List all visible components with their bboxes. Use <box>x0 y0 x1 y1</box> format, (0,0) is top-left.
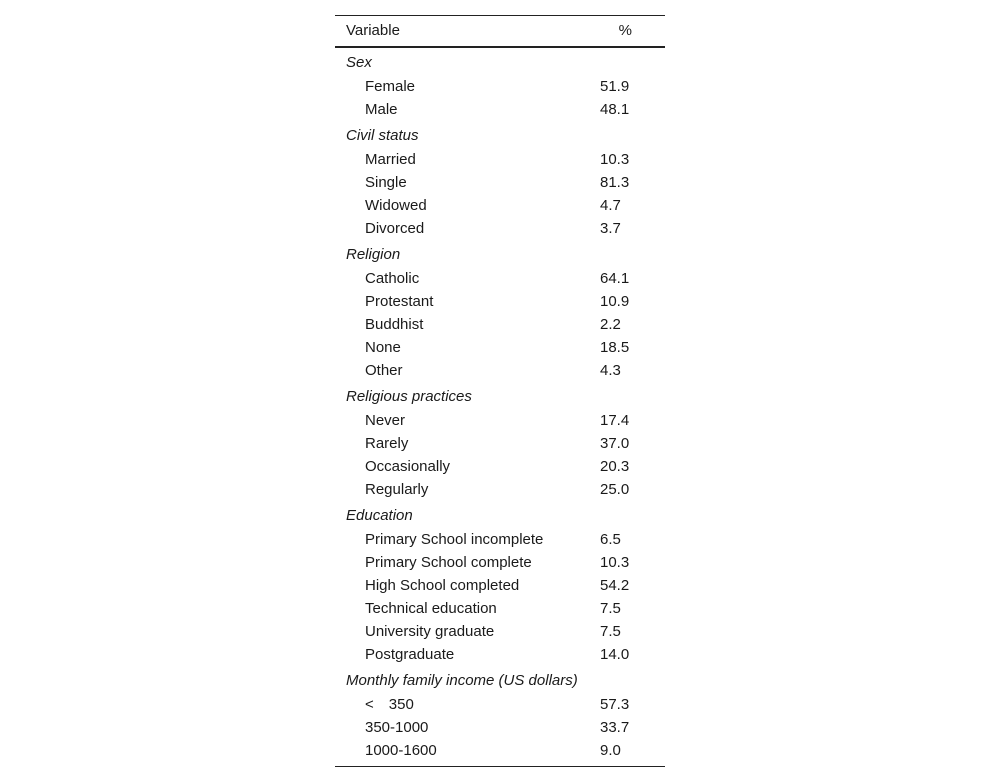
demographics-table-container <box>335 15 665 767</box>
row-value: 17.4 <box>600 411 630 429</box>
row-value: 9.0 <box>600 741 621 759</box>
table-row <box>335 336 665 359</box>
table-row <box>335 148 665 171</box>
row-label: Occasionally <box>365 457 451 475</box>
row-value: 81.3 <box>600 173 630 191</box>
group-label: Monthly family income (US dollars) <box>346 671 578 689</box>
table-row <box>335 75 665 98</box>
row-label: Widowed <box>365 196 427 214</box>
row-label: High School completed <box>365 576 520 594</box>
table-bottom-rule <box>335 766 665 767</box>
table-header <box>335 16 665 48</box>
row-value: 48.1 <box>600 100 630 118</box>
row-value: 14.0 <box>600 645 630 663</box>
table-row <box>335 739 665 766</box>
row-label: Protestant <box>365 292 434 310</box>
group-label: Religion <box>346 245 401 263</box>
table-row <box>335 409 665 432</box>
header-variable: Variable <box>346 22 400 39</box>
table-row <box>335 478 665 501</box>
row-value: 7.5 <box>600 599 621 617</box>
row-label: Male <box>365 100 398 118</box>
group-label: Sex <box>346 53 372 71</box>
row-label: 1000-1600 <box>365 741 437 759</box>
table-row <box>335 171 665 194</box>
row-label: Married <box>365 150 416 168</box>
row-label: Single <box>365 173 407 191</box>
table-body <box>335 47 665 766</box>
group-row <box>335 121 665 148</box>
row-label: None <box>365 338 401 356</box>
row-value: 18.5 <box>600 338 630 356</box>
row-label: Primary School incomplete <box>365 530 544 548</box>
row-label: University graduate <box>365 622 495 640</box>
row-value: 3.7 <box>600 219 621 237</box>
row-label: Postgraduate <box>365 645 455 663</box>
table-row <box>335 716 665 739</box>
table-row <box>335 359 665 382</box>
table-row <box>335 455 665 478</box>
header-percent: % <box>618 22 632 39</box>
row-value: 7.5 <box>600 622 621 640</box>
row-label: Female <box>365 77 416 95</box>
row-label: Primary School complete <box>365 553 532 571</box>
row-label: Catholic <box>365 269 420 287</box>
table-row <box>335 643 665 666</box>
row-value: 2.2 <box>600 315 621 333</box>
row-value: 10.3 <box>600 150 630 168</box>
row-label: Never <box>365 411 406 429</box>
row-value: 10.9 <box>600 292 630 310</box>
row-label: < 350 <box>365 695 414 713</box>
group-label: Civil status <box>346 126 419 144</box>
table-row <box>335 290 665 313</box>
table-row <box>335 267 665 290</box>
table-row <box>335 574 665 597</box>
row-value: 57.3 <box>600 695 630 713</box>
row-value: 20.3 <box>600 457 630 475</box>
table-row <box>335 620 665 643</box>
group-row <box>335 47 665 75</box>
table-row <box>335 98 665 121</box>
row-label: 350-1000 <box>365 718 429 736</box>
group-row <box>335 382 665 409</box>
row-value: 25.0 <box>600 480 630 498</box>
row-value: 54.2 <box>600 576 630 594</box>
table-row <box>335 528 665 551</box>
row-value: 64.1 <box>600 269 630 287</box>
table-row <box>335 313 665 336</box>
header-row <box>335 16 665 48</box>
row-label: Other <box>365 361 403 379</box>
row-label: Regularly <box>365 480 429 498</box>
row-label: Rarely <box>365 434 409 452</box>
group-row <box>335 240 665 267</box>
row-label: Divorced <box>365 219 425 237</box>
row-value: 37.0 <box>600 434 630 452</box>
table-row <box>335 217 665 240</box>
group-label: Religious practices <box>346 387 472 405</box>
row-value: 4.7 <box>600 196 621 214</box>
demographics-table <box>335 15 665 766</box>
table-row <box>335 432 665 455</box>
table-row <box>335 551 665 574</box>
group-row <box>335 501 665 528</box>
row-value: 4.3 <box>600 361 621 379</box>
table-row <box>335 693 665 716</box>
row-value: 51.9 <box>600 77 630 95</box>
table-row <box>335 194 665 217</box>
table-row <box>335 597 665 620</box>
row-value: 10.3 <box>600 553 630 571</box>
row-label: Technical education <box>365 599 497 617</box>
row-label: Buddhist <box>365 315 424 333</box>
row-value: 33.7 <box>600 718 630 736</box>
row-value: 6.5 <box>600 530 621 548</box>
group-row <box>335 666 665 693</box>
group-label: Education <box>346 506 413 524</box>
